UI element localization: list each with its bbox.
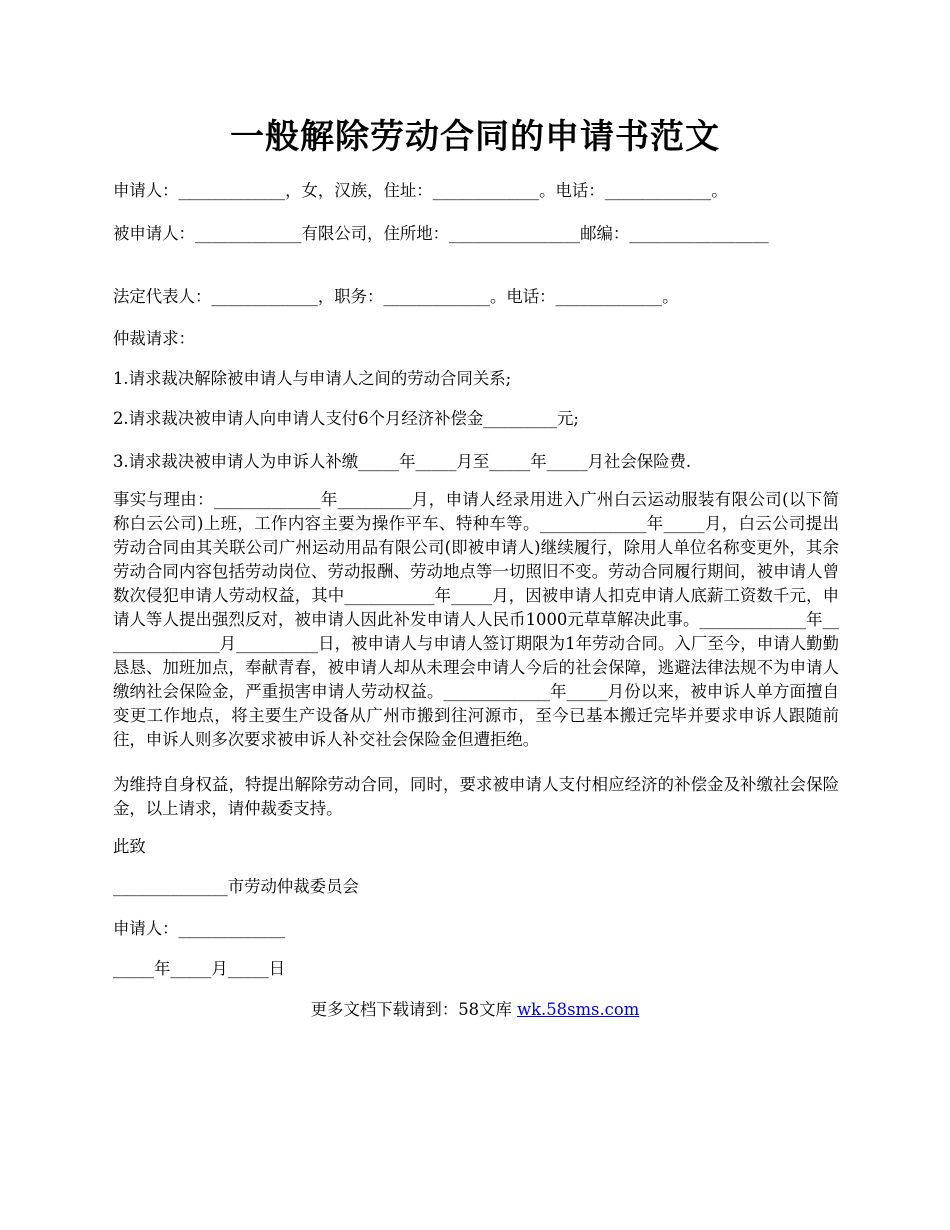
document-title: 一般解除劳动合同的申请书范文 xyxy=(230,117,720,157)
legal-representative-line: 法定代表人：_____________，职务：_____________。电话：_____________。 xyxy=(113,287,679,306)
claim-item-2: 2.请求裁决被申请人向申请人支付6个月经济补偿金_________元; xyxy=(113,409,579,428)
claims-heading: 仲裁请求： xyxy=(113,329,195,348)
footer-text: 更多文档下载请到：58文库 xyxy=(310,1000,518,1019)
footer xyxy=(0,998,950,1022)
claim-item-3: 3.请求裁决被申请人为申诉人补缴_____年_____月至_____年_____月社会保险费. xyxy=(113,452,692,471)
claim-item-1: 1.请求裁决解除被申请人与申请人之间的劳动合同关系; xyxy=(113,369,512,388)
facts-paragraph: 事实与理由：_____________年_________月，申请人经录用进入广州白云运动服装有限公司(以下简称白云公司)上班，工作内容主要为操作平车、特种车等。_____________年_____月，白云公司提出劳动合同由其关联公司广州运动用品有限公司(即被申请人)继续履行，除用人单位名称变更外，其余劳动合同内容包括劳动岗位、劳动报酬、劳动地点等一切照旧不变。劳动合同履行期间，被申请人曾数次侵犯申请人劳动权益，其中___________年_____月，因被申请人扣克申请人底薪工资数千元，申请人等人提出强烈反对，被申请人因此补发申请人人民币1000元草草解决此事。_____________年_______________月__________日，被申请人与申请人签订期限为1年劳动合同。入厂至今，申请人勤勤恳恳、加班加点，奉献青春，被申请人却从未理会申请人今后的社会保障，逃避法律法规不为申请人缴纳社会保险金，严重损害申请人劳动权益。_____________年_____月份以来，被申诉人单方面擅自变更工作地点，将主要生产设备从广州市搬到往河源市，至今已基本搬迁完毕并要求申诉人跟随前往，申诉人则多次要求被申诉人补交社会保险金但遭拒绝。 xyxy=(113,490,839,749)
signature-line: 申请人：_____________ xyxy=(113,919,286,938)
committee-line: ______________市劳动仲裁委员会 xyxy=(113,877,359,896)
salutation: 此致 xyxy=(113,837,146,856)
footer-link[interactable]: wk.58sms.com xyxy=(517,1000,640,1019)
date-line: _____年_____月_____日 xyxy=(113,959,286,978)
respondent-line: 被申请人：_____________有限公司，住所地：________________邮编：_________________ xyxy=(113,224,769,243)
conclusion-paragraph: 为维持自身权益，特提出解除劳动合同，同时，要求被申请人支付相应经济的补偿金及补缴社会保险金，以上请求，请仲裁委支持。 xyxy=(113,775,839,818)
applicant-line: 申请人：_____________，女，汉族，住址：_____________。电话：_____________。 xyxy=(113,181,728,200)
